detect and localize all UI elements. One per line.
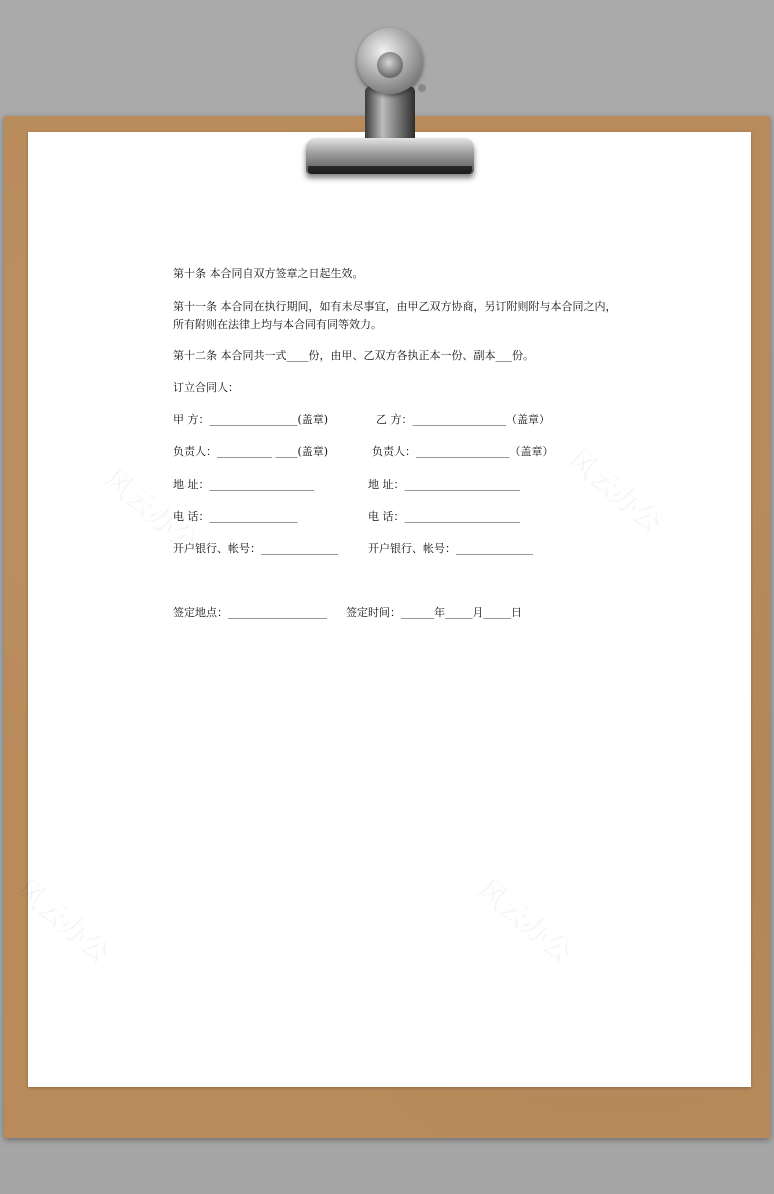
phone-row bbox=[173, 508, 593, 526]
clip-plate-lip bbox=[308, 166, 472, 174]
signatories-heading: 订立合同人： bbox=[173, 381, 239, 394]
clip-neck bbox=[365, 86, 415, 140]
clip-ring-hole bbox=[377, 52, 403, 78]
party-a-field: 甲 方：________________(盖章) bbox=[173, 413, 329, 426]
phone-b-field: 电 话：_____________________ bbox=[368, 510, 520, 523]
address-row bbox=[173, 476, 593, 494]
clip-rivet bbox=[418, 84, 426, 92]
representative-row bbox=[173, 443, 593, 461]
party-row bbox=[173, 411, 593, 429]
phone-a-field: 电 话：________________ bbox=[173, 510, 298, 523]
address-a-field: 地 址：___________________ bbox=[173, 478, 314, 491]
signing-time-field: 签定时间：______年_____月_____日 bbox=[346, 606, 522, 619]
address-b-field: 地 址：_____________________ bbox=[368, 478, 520, 491]
bank-b-field: 开户银行、帐号：______________ bbox=[368, 542, 533, 555]
party-b-field: 乙 方：_________________（盖章） bbox=[376, 413, 550, 426]
article-11-line1: 第十一条 本合同在执行期间，如有未尽事宜，由甲乙双方协商，另订附则附与本合同之内， bbox=[173, 300, 617, 313]
article-11-line2: 所有附则在法律上均与本合同有同等效力。 bbox=[173, 318, 382, 331]
signing-row bbox=[173, 604, 593, 622]
article-10: 第十条 本合同自双方签章之日起生效。 bbox=[173, 267, 364, 280]
bank-row bbox=[173, 540, 593, 558]
signing-place-field: 签定地点：__________________ bbox=[173, 606, 327, 619]
rep-a-field: 负责人：__________ ____(盖章) bbox=[173, 445, 329, 458]
article-12: 第十二条 本合同共一式____份，由甲、乙双方各执正本一份、副本___份。 bbox=[173, 349, 534, 362]
rep-b-field: 负责人：_________________（盖章） bbox=[372, 445, 554, 458]
bank-a-field: 开户银行、帐号：______________ bbox=[173, 542, 338, 555]
